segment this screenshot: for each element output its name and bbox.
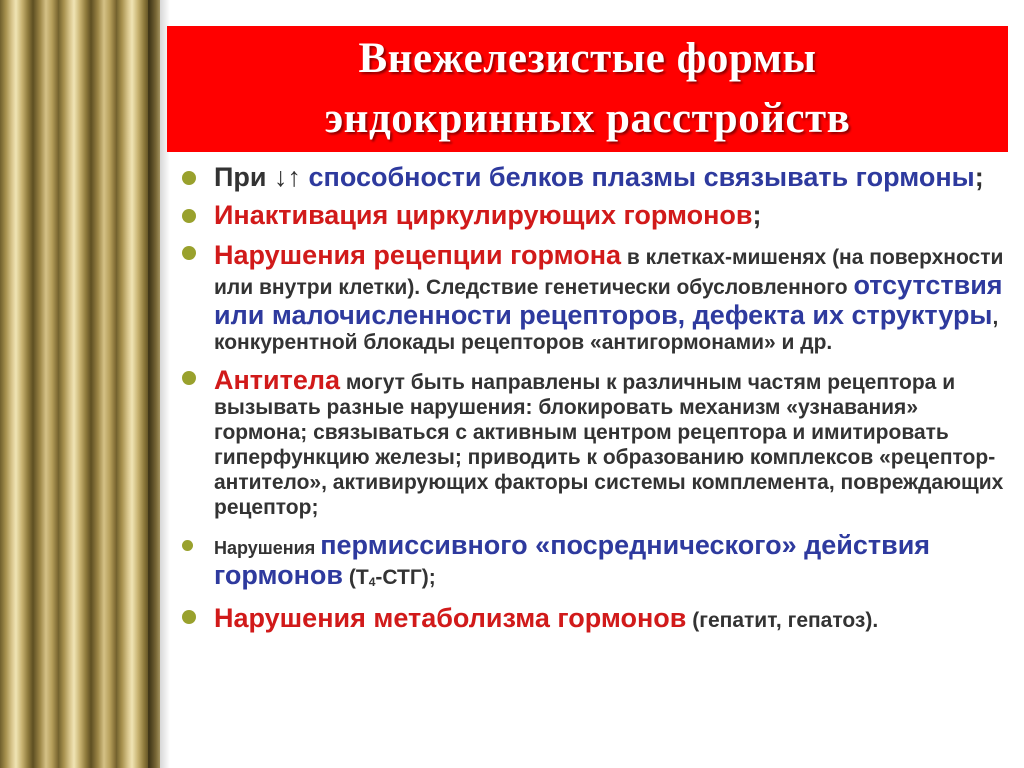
item-text: -СТГ); <box>375 566 436 589</box>
list-item-plasma-binding <box>180 162 1010 192</box>
item-text: в клетках-мишенях (на поверхности или внутри клетки). Следствие генетически обусловленного <box>214 246 1004 299</box>
list-item-inactivation <box>180 200 1010 230</box>
item-text: ; <box>752 200 762 230</box>
item-text: , конкурентной блокады рецепторов «антигормонами» и др. <box>214 306 999 354</box>
slide-title-banner <box>167 26 1008 152</box>
bullet-icon <box>182 209 196 223</box>
item-highlight: Нарушения рецепции гормона <box>214 240 622 270</box>
slide-title-line-1: Внежелезистые формы <box>358 35 817 82</box>
bullet-icon <box>182 246 196 260</box>
item-highlight: способности белков плазмы связывать гормоны <box>308 162 975 192</box>
item-text: Нарушения <box>214 538 321 558</box>
bullet-icon <box>182 540 193 551</box>
item-text: (гепатит, гепатоз). <box>686 609 879 632</box>
list-item-reception <box>180 240 1010 355</box>
item-highlight: пермиссивного «посреднического» действия гормонов <box>214 530 931 590</box>
item-highlight: Инактивация циркулирующих гормонов <box>214 200 753 230</box>
item-text: (Т <box>343 566 369 589</box>
bullet-icon <box>182 171 196 185</box>
bullet-icon <box>182 371 196 385</box>
item-highlight: Антитела <box>214 365 341 395</box>
decorative-stripe-panel <box>0 0 160 768</box>
bullet-list <box>180 160 1010 633</box>
bullet-icon <box>182 610 196 624</box>
item-subscript: 4 <box>368 575 376 589</box>
item-text: При ↓↑ <box>214 162 309 192</box>
item-highlight: отсутствия или малочисленности рецепторов, дефекта их структуры <box>214 270 1003 330</box>
list-item-permissive <box>180 530 1010 595</box>
list-item-metabolism <box>180 603 1010 633</box>
item-text: ; <box>974 162 984 192</box>
item-text: могут быть направлены к различным частям рецептора и вызывать разные нарушения: блокировать механизм «узнавания» гормона; связываться с активным центром рецептора и имитировать гиперфункцию железы; приводить к образованию комплексов «рецептор-антитело», активирующих факторы системы комплемента, повреждающих рецептор; <box>214 371 1004 519</box>
item-highlight: Нарушения метаболизма гормонов <box>214 603 687 633</box>
list-item-antibodies <box>180 365 1010 520</box>
slide-title-line-2: эндокринных расстройств <box>324 95 851 142</box>
